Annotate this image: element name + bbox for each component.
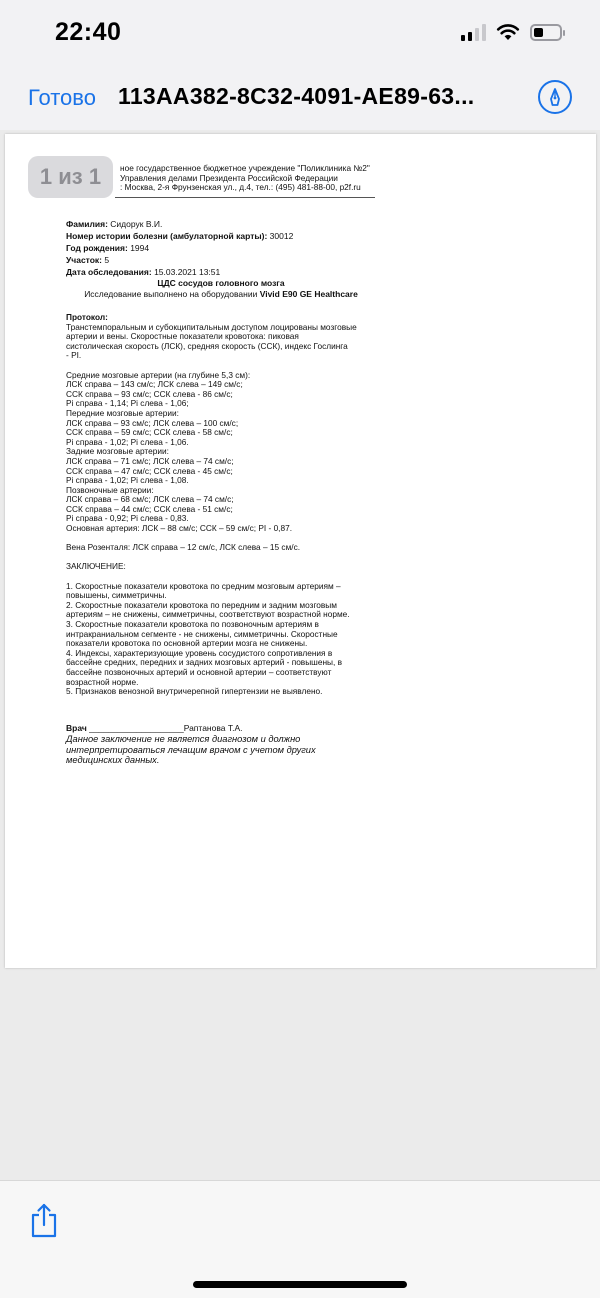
field-value: 5 — [104, 255, 110, 265]
field-label: Год рождения: — [66, 243, 128, 253]
birth-year-row — [66, 242, 376, 254]
share-button[interactable] — [28, 1201, 60, 1241]
conclusion-label: ЗАКЛЮЧЕНИЕ: — [66, 561, 126, 572]
study-title-block — [66, 278, 376, 300]
field-value: 1994 — [130, 243, 150, 253]
conclusion-line: возрастной норме. — [66, 676, 139, 687]
header-line: : Москва, 2-я Фрунзенская ул., д.4, тел.: (495) 481-88-00, p2f.ru — [120, 183, 361, 193]
field-label: Дата обследования: — [66, 267, 152, 277]
doctor-row — [66, 724, 376, 734]
measurement-line: ЛСК справа – 71 см/с; ЛСК слева – 74 см/с; — [66, 455, 234, 466]
field-label: Участок: — [66, 255, 103, 265]
field-value: 30012 — [269, 231, 294, 241]
header-line: Управления делами Президента Российской Федерации — [120, 173, 338, 183]
document-title: 113AA382-8C32-4091-AE89-63... — [118, 83, 475, 109]
measurement-line: Основная артерия: ЛСК – 88 см/с; ССК – 59 см/с; PI - 0,87. — [66, 523, 293, 534]
measurement-line: Pi справа - 0,92; Pi слева - 0,83. — [66, 513, 189, 524]
conclusion-line: интракраниальном сегменте - не снижены, симметричны. Скоростные — [66, 628, 338, 639]
home-indicator[interactable] — [193, 1281, 407, 1288]
measurement-line: ССК справа – 44 см/с; ССК слева - 51 см/с; — [66, 503, 233, 514]
conclusion-line: 3. Скоростные показатели кровотока по позвоночным артериям в — [66, 619, 319, 629]
share-icon — [28, 1201, 60, 1241]
cellular-signal-icon — [461, 24, 486, 41]
measurement-line: ССК справа – 93 см/с; ССК слева - 86 см/с; — [66, 388, 233, 399]
measurement-line: Pi справа - 1,02; Pi слева - 1,06. — [66, 436, 189, 447]
protocol-line: систолическая скорость (ЛСК), средняя скорость (ССК), индекс Гослинга — [66, 340, 348, 351]
status-bar — [0, 0, 600, 66]
protocol-line: - PI. — [66, 350, 82, 361]
measurement-line: ССК справа – 59 см/с; ССК слева - 58 см/с; — [66, 427, 233, 438]
record-number-row — [66, 230, 376, 242]
conclusion-line: бассейне позвоночных артерий и основной артерии – соответствуют — [66, 666, 332, 677]
conclusion-line: бассейне средних, передних и задних мозговых артерий - повышены, в — [66, 657, 343, 668]
vein-line: Вена Розенталя: ЛСК справа – 12 см/с, ЛСК слева – 15 см/с. — [66, 542, 301, 553]
equipment-name: Vivid E90 GE Healthcare — [259, 289, 358, 299]
protocol-label: Протокол: — [66, 312, 108, 322]
patient-name-row — [66, 218, 376, 230]
doctor-signature — [66, 724, 376, 734]
document-page — [5, 134, 596, 968]
measurement-line: Передние мозговые артерии: — [66, 407, 179, 418]
measurement-line: ЛСК справа – 143 см/с; ЛСК слева – 149 см/с; — [66, 379, 243, 390]
wifi-icon — [496, 23, 520, 41]
measurement-line: Pi справа - 1,14; Pi слева - 1,06; — [66, 398, 189, 409]
bottom-toolbar — [0, 1180, 600, 1298]
conclusion-line: повышены, симметричны. — [66, 590, 167, 601]
institution-header — [120, 164, 370, 193]
status-icons — [461, 23, 562, 41]
field-value: 15.03.2021 13:51 — [154, 267, 221, 277]
exam-date-row — [66, 266, 376, 278]
patient-info — [66, 218, 376, 278]
district-row — [66, 254, 376, 266]
status-time: 22:40 — [55, 18, 122, 46]
measurement-line: Pi справа - 1,02; Pi слева - 1,08. — [66, 475, 189, 486]
field-value: Сидорук В.И. — [110, 219, 163, 229]
doctor-name-line: ____________________Раптанова Т.А. — [86, 723, 243, 733]
conclusion-line: 5. Признаков венозной внутричерепной гипертензии не выявлено. — [66, 686, 323, 697]
protocol-line: Транстемпоральным и субокципитальным доступом лоцированы мозговые — [66, 321, 357, 332]
measurement-line: ССК справа – 47 см/с; ССК слева - 45 см/с; — [66, 465, 233, 476]
conclusion-line: показатели кровотока по основной артерии мозга не снижены. — [66, 638, 308, 649]
measurement-line: ЛСК справа – 93 см/с; ЛСК слева – 100 см/с; — [66, 417, 239, 428]
conclusion-line: артериям – не снижены, симметричны, соответствуют возрастной норме. — [66, 609, 350, 620]
field-label: Фамилия: — [66, 219, 108, 229]
done-button[interactable]: Готово — [28, 85, 96, 110]
measurement-line: Средние мозговые артерии (на глубине 5,3 см): — [66, 369, 251, 380]
conclusion-line: 4. Индексы, характеризующие уровень сосудистого сопротивления в — [66, 647, 333, 658]
markup-pen-icon — [544, 86, 566, 108]
nav-bar — [0, 66, 600, 130]
field-label: Номер истории болезни (амбулаторной карты): — [66, 231, 268, 241]
header-line: ное государственное бюджетное учреждение "Поликлиника №2" — [120, 164, 370, 173]
measurement-line: Задние мозговые артерии: — [66, 446, 169, 457]
document-viewer[interactable] — [0, 130, 600, 1180]
conclusion-line: 2. Скоростные показатели кровотока по передним и задним мозговым — [66, 599, 337, 610]
page-counter: 1 из 1 — [28, 156, 113, 198]
conclusion-line: 1. Скоростные показатели кровотока по средним мозговым артериям – — [66, 580, 341, 591]
battery-icon — [530, 24, 562, 41]
measurement-line: ЛСК справа – 68 см/с; ЛСК слева – 74 см/с; — [66, 494, 234, 505]
markup-button[interactable] — [538, 80, 572, 114]
doctor-label: Врач — [66, 723, 87, 733]
study-title: ЦДС сосудов головного мозга — [157, 278, 285, 288]
equipment-line — [66, 289, 376, 300]
disclaimer: Данное заключение не является диагнозом и должно интерпретироваться лечащим врачом с учетом других медицинских данных. — [66, 734, 316, 766]
header-divider — [115, 197, 375, 198]
measurement-line: Позвоночные артерии: — [66, 484, 154, 495]
report-body — [66, 313, 376, 697]
protocol-line: артерии и вены. Скоростные показатели кровотока: пиковая — [66, 331, 299, 342]
equipment-prefix: Исследование выполнено на оборудовании — [84, 289, 260, 299]
